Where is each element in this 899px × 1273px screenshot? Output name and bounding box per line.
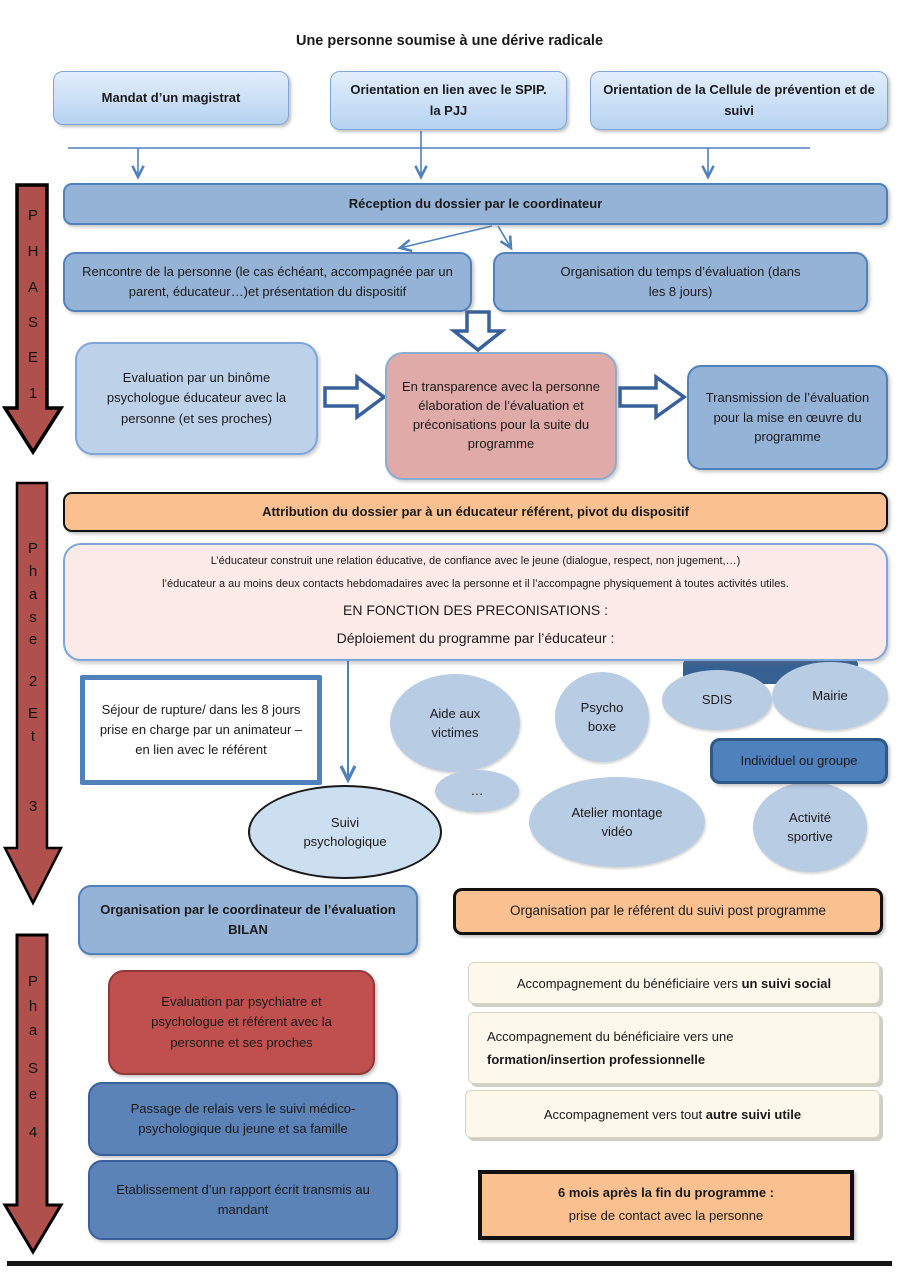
ellipse-atelier-video: Atelier montage vidéo — [529, 777, 705, 867]
phase2-3-letter: 2 — [28, 673, 38, 690]
educateur-line-2: l’éducateur a au moins deux contacts hebdomadaires avec la personne et il l’accompagne physiquement à toutes activités utiles. — [162, 577, 789, 590]
phase2-3-letter: 3 — [28, 798, 38, 815]
ellipse-suivi-psychologique: Suivi psychologique — [248, 785, 442, 879]
ellipse-mairie: Mairie — [772, 662, 888, 730]
educateur-line-4: Déploiement du programme par l’éducateur : — [336, 629, 615, 646]
phase4-letter: 4 — [28, 1124, 38, 1141]
phase2-3-letter: s — [29, 609, 37, 626]
educateur-box — [63, 543, 888, 661]
phase2-3-letter: P — [27, 540, 38, 557]
phase2-3-letter: E — [27, 705, 38, 722]
ellipse-activite-sportive: Activité sportive — [753, 782, 867, 872]
phase1-letter: E — [27, 349, 38, 366]
sejour-box: Séjour de rupture/ dans les 8 jours prise en charge par un animateur – en lien avec le référent — [80, 675, 322, 785]
attribution-box: Attribution du dossier par à un éducateur référent, pivot du dispositif — [63, 492, 888, 532]
passage-relais-box: Passage de relais vers le suivi médico-psychologique du jeune et sa famille — [88, 1082, 398, 1156]
reception-box: Réception du dossier par le coordinateur — [63, 183, 888, 225]
bilan-box: Organisation par le coordinateur de l’évaluation BILAN — [78, 885, 418, 955]
phase4-letter: a — [28, 1022, 38, 1039]
suivi-social-box: Accompagnement du bénéficiaire vers un suivi social — [468, 962, 880, 1004]
ellipse-dots: … — [435, 770, 519, 812]
source-box-magistrat: Mandat d’un magistrat — [53, 71, 289, 125]
ellipse-sdis: SDIS — [662, 670, 772, 730]
phase4-letter: h — [28, 998, 38, 1015]
phase1-letter: 1 — [28, 385, 38, 402]
transmission-box: Transmission de l’évaluation pour la mise en œuvre du programme — [687, 365, 888, 470]
phase2-3-letter: h — [28, 563, 38, 580]
evaluation-psychiatre-box: Evaluation par psychiatre et psychologue et référent avec la personne et ses proches — [108, 970, 375, 1075]
autre-suivi-box: Accompagnement vers tout autre suivi utile — [465, 1090, 880, 1138]
transparence-box: En transparence avec la personne élaboration de l’évaluation et préconisations pour la suite du programme — [385, 352, 617, 480]
six-mois-box: 6 mois après la fin du programme : prise de contact avec la personne — [478, 1170, 854, 1240]
phase2-3-letter: a — [28, 586, 38, 603]
ellipse-psycho-boxe: Psycho boxe — [555, 672, 649, 762]
phase2-3-letter: e — [28, 631, 38, 648]
educateur-line-1: L’éducateur construit une relation éducative, de confiance avec le jeune (dialogue, respect, non jugement,…) — [210, 555, 741, 568]
ellipse-aide-victimes: Aide aux victimes — [390, 674, 520, 772]
phase1-letter: P — [27, 207, 38, 224]
phase1-letter: A — [27, 279, 38, 296]
rencontre-box: Rencontre de la personne (le cas échéant, accompagnée par un parent, éducateur…)et présentation du dispositif — [63, 252, 472, 312]
page-title: Une personne soumise à une dérive radicale — [295, 33, 604, 49]
educateur-line-3: EN FONCTION DES PRECONISATIONS : — [343, 602, 608, 619]
source-box-spip: Orientation en lien avec le SPIP. la PJJ — [330, 71, 567, 130]
organisation-temps-box: Organisation du temps d’évaluation (dans les 8 jours) — [493, 252, 868, 312]
phase1-letter: H — [27, 243, 39, 260]
evaluation-binome-box: Evaluation par un binôme psychologue éducateur avec la personne (et ses proches) — [75, 342, 318, 455]
individuel-ou-groupe-box: Individuel ou groupe — [710, 738, 888, 784]
phase4-letter: e — [28, 1086, 38, 1103]
organisation-referent-box: Organisation par le référent du suivi post programme — [453, 888, 883, 935]
phase4-letter: P — [27, 973, 38, 990]
formation-box: Accompagnement du bénéficiaire vers une formation/insertion professionnelle — [468, 1012, 880, 1084]
phase1-letter: S — [27, 314, 38, 331]
phase2-3-letter: t — [30, 728, 36, 745]
rapport-box: Etablissement d’un rapport écrit transmis au mandant — [88, 1160, 398, 1240]
source-box-cellule: Orientation de la Cellule de prévention et de suivi — [590, 71, 888, 130]
phase4-letter: S — [27, 1060, 38, 1077]
bottom-rule — [7, 1261, 892, 1266]
